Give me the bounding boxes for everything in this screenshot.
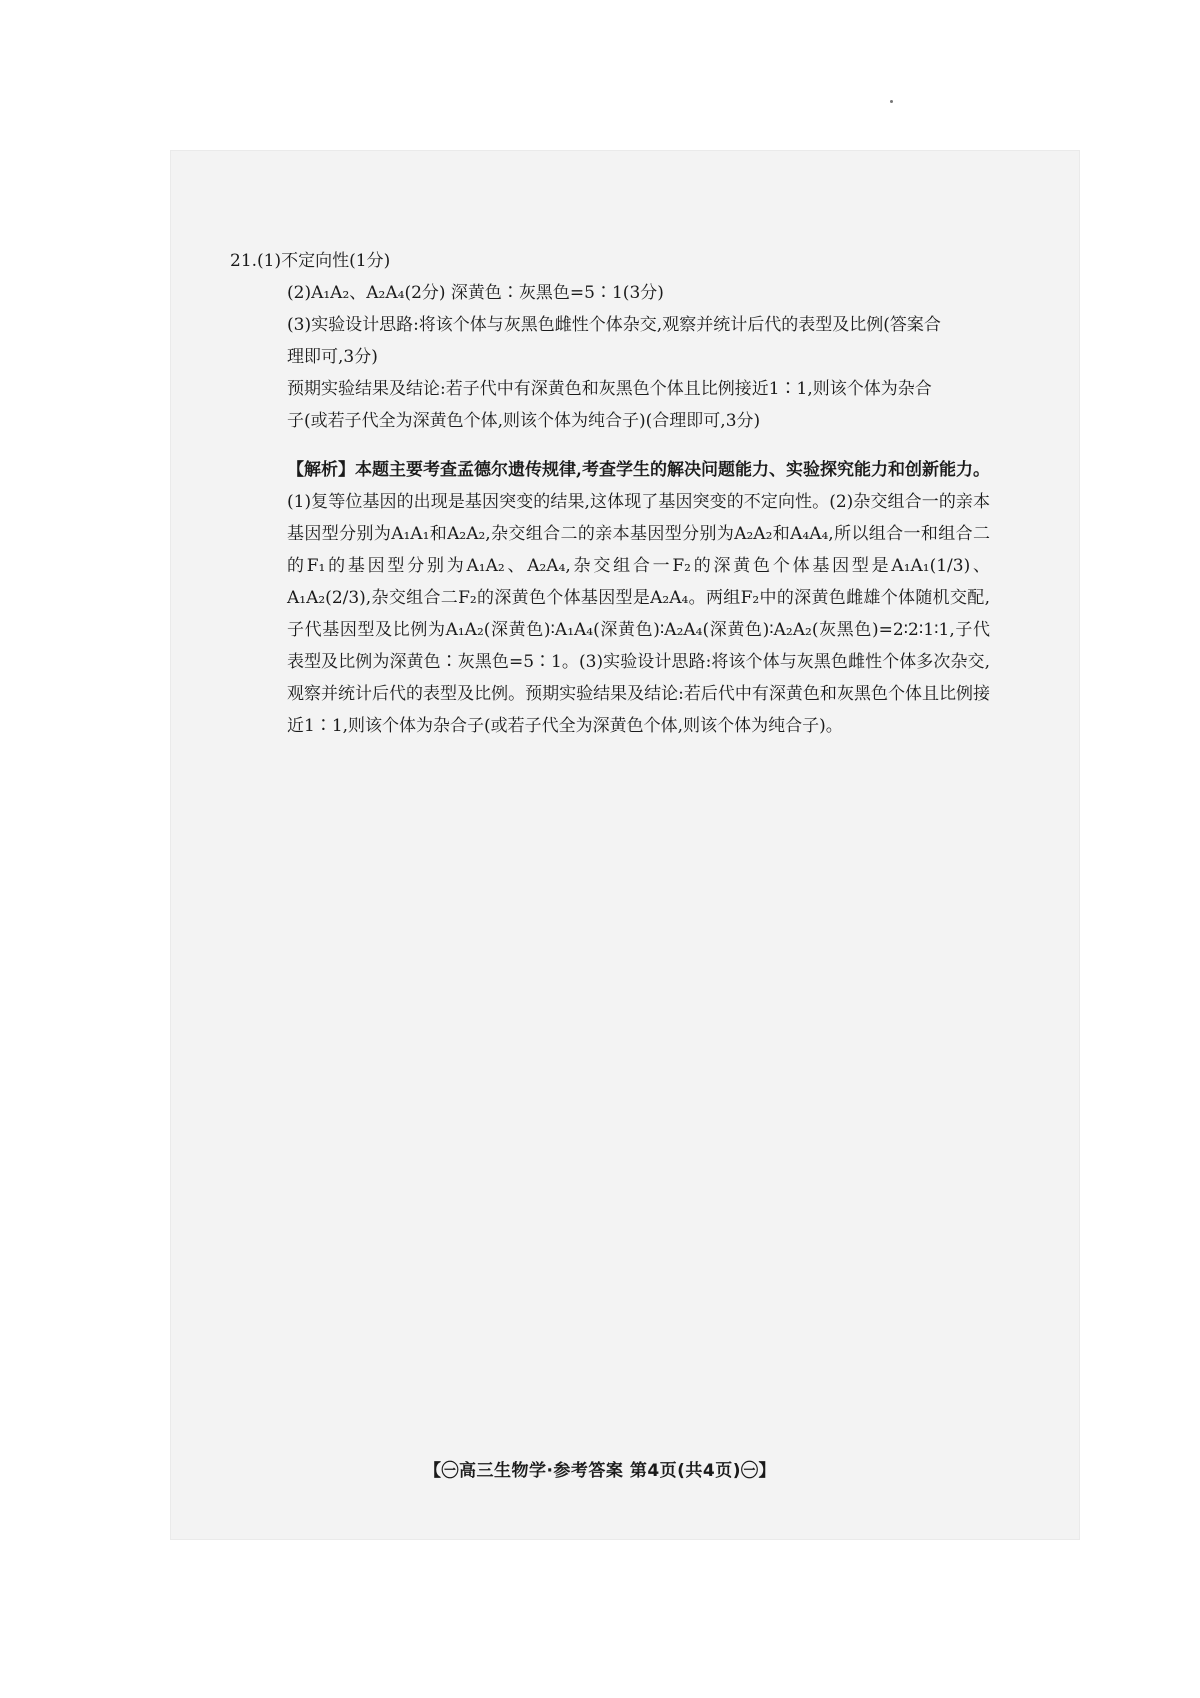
- question-21-part-3-line-1: (3)实验设计思路:将该个体与灰黑色雌性个体杂交,观察并统计后代的表型及比例(答案合: [287, 315, 941, 335]
- scan-speck: [890, 100, 893, 103]
- answer-section: [230, 245, 990, 759]
- part-1-text: (1)不定向性(1分): [257, 251, 391, 271]
- analysis-body: (1)复等位基因的出现是基因突变的结果,这体现了基因突变的不定向性。(2)杂交组合一的亲本基因型分别为A₁A₁和A₂A₂,杂交组合二的亲本基因型分别为A₂A₂和A₄A₄,所以组合一和组合二的F₁的基因型分别为A₁A₂、A₂A₄,杂交组合一F₂的深黄色个体基因型是A₁A₁(1/3)、A₁A₂(2/3),杂交组合二F₂的深黄色个体基因型是A₂A₄。两组F₂中的深黄色雌雄个体随机交配,子代基因型及比例为A₁A₂(深黄色)∶A₁A₄(深黄色)∶A₂A₄(深黄色)∶A₂A₂(灰黑色)=2∶2∶1∶1,子代表型及比例为深黄色∶灰黑色=5∶1。(3)实验设计思路:将该个体与灰黑色雌性个体多次杂交,观察并统计后代的表型及比例。预期实验结果及结论:若后代中有深黄色和灰黑色个体且比例接近1∶1,则该个体为杂合子(或若子代全为深黄色个体,则该个体为纯合子)。: [287, 492, 990, 736]
- question-21-part-3-line-2: 理即可,3分): [287, 347, 378, 367]
- question-21-part-1: [230, 245, 990, 277]
- analysis-lead: 本题主要考查孟德尔遗传规律,考查学生的解决问题能力、实验探究能力和创新能力。: [355, 460, 991, 480]
- question-21-part-2: (2)A₁A₂、A₂A₄(2分) 深黄色∶灰黑色=5∶1(3分): [287, 283, 664, 303]
- page-footer: 【㊀高三生物学·参考答案 第4页(共4页)㊀】: [423, 1461, 777, 1481]
- analysis-paragraph: [230, 454, 990, 742]
- expected-result-line-2: 子(或若子代全为深黄色个体,则该个体为纯合子)(合理即可,3分): [287, 411, 761, 431]
- question-number: 21.: [230, 251, 258, 271]
- expected-result-line-1: 预期实验结果及结论:若子代中有深黄色和灰黑色个体且比例接近1∶1,则该个体为杂合: [287, 379, 932, 399]
- analysis-label: 【解析】: [287, 460, 356, 480]
